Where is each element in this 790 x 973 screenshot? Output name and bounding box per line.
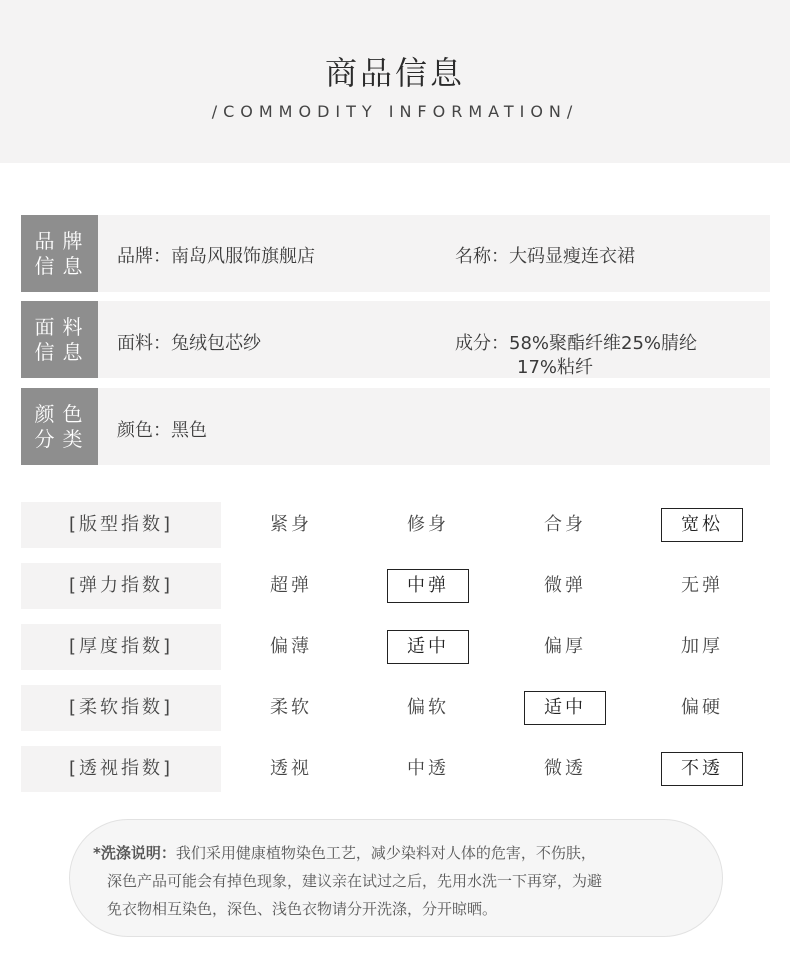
color-text: 颜色：黑色 [117,420,207,441]
index-option: 中透 [407,758,449,779]
info-label-fabric [21,301,98,378]
info-label-line1: 颜色 [34,401,91,426]
index-option: 偏硬 [681,697,723,718]
index-option: 偏厚 [544,636,586,657]
header-banner [0,0,790,163]
info-row-color [21,388,770,465]
index-option: 紧身 [270,514,312,535]
info-label-color [21,388,98,465]
index-option: 偏薄 [270,636,312,657]
index-option: 偏软 [407,697,449,718]
index-option: 透视 [270,758,312,779]
info-label-line1: 面料 [34,314,91,339]
index-row-transparency [21,746,770,792]
index-option: 微透 [544,758,586,779]
index-option-selected: 不透 [661,752,743,786]
fabric-text: 面料：兔绒包芯纱 [117,333,261,354]
info-label-line2: 信息 [34,339,91,364]
index-row-softness [21,685,770,731]
index-option-selected: 中弹 [387,569,469,603]
index-option: 微弹 [544,575,586,596]
info-label-line2: 分类 [34,426,91,451]
wash-note-line2: 深色产品可能会有掉色现象，建议亲在试过之后，先用水洗一下再穿，为避 [107,872,603,890]
index-option-selected: 宽松 [661,508,743,542]
product-name-text: 名称：大码显瘦连衣裙 [455,246,635,267]
wash-note-line3: 免衣物相互染色，深色、浅色衣物请分开洗涤，分开晾晒。 [107,900,498,918]
index-option: 无弹 [681,575,723,596]
index-label: [版型指数] [21,502,221,548]
index-label: [弹力指数] [21,563,221,609]
index-row-thickness [21,624,770,670]
info-label-line1: 品牌 [34,228,91,253]
index-label: [柔软指数] [21,685,221,731]
index-option: 修身 [407,514,449,535]
composition-text: 成分：58%聚酯纤维25%腈纶 [455,333,698,354]
index-option-selected: 适中 [387,630,469,664]
index-row-elasticity [21,563,770,609]
info-row-brand [21,215,770,292]
index-option: 合身 [544,514,586,535]
index-option: 柔软 [270,697,312,718]
info-label-brand [21,215,98,292]
page-subtitle: /COMMODITY INFORMATION/ [211,102,579,121]
index-label: [厚度指数] [21,624,221,670]
index-option: 加厚 [681,636,723,657]
wash-note-heading: *洗涤说明： [93,844,176,862]
index-option-selected: 适中 [524,691,606,725]
wash-note [69,819,723,937]
wash-note-text1: 我们采用健康植物染色工艺，减少染料对人体的危害，不伤肤， [175,844,596,862]
info-label-line2: 信息 [34,253,91,278]
index-option: 超弹 [270,575,312,596]
composition-text-line2: 17%粘纤 [517,357,594,378]
index-label: [透视指数] [21,746,221,792]
info-row-fabric [21,301,770,378]
page-title: 商品信息 [324,54,465,92]
brand-text: 品牌：南岛风服饰旗舰店 [117,246,315,267]
wash-note-line1 [93,842,596,863]
index-row-fit [21,502,770,548]
